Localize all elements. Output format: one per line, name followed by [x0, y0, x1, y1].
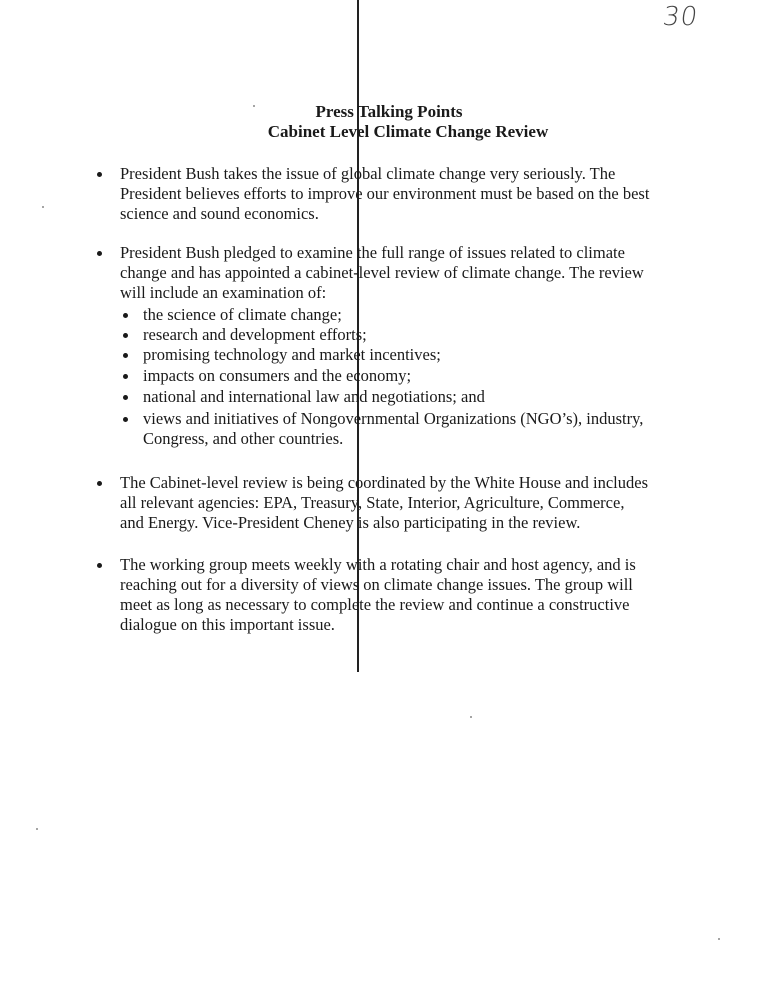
scan-speck: [42, 206, 44, 208]
document-title: Press Talking Points: [315, 102, 463, 121]
bullet-dot: [97, 563, 102, 568]
text-line: the science of climate change;: [143, 305, 342, 324]
scan-speck: [36, 828, 38, 830]
text-line: President believes efforts to improve our environment must be based on the best: [120, 184, 650, 203]
text-line: change and has appointed a cabinet-level review of climate change. The review: [120, 263, 644, 282]
text-line: meet as long as necessary to complete the review and continue a constructive: [120, 595, 630, 614]
bullet-dot: [97, 481, 102, 486]
bullet-text: [120, 473, 710, 533]
text-line: impacts on consumers and the economy;: [143, 366, 412, 385]
sub-bullet-dot: [123, 395, 128, 400]
scan-speck: [253, 105, 255, 107]
handwritten-page-number: 30: [660, 2, 701, 32]
text-line: all relevant agencies: EPA, Treasury, State, Interior, Agriculture, Commerce,: [120, 493, 625, 512]
bullet-dot: [97, 251, 102, 256]
text-line: The Cabinet-level review is being coordinated by the White House and includes: [120, 473, 648, 492]
sub-bullet-dot: [123, 417, 128, 422]
text-line: will include an examination of:: [120, 283, 327, 302]
text-line: and Energy. Vice-President Cheney is also participating in the review.: [120, 513, 581, 532]
bullet-text: [120, 243, 710, 303]
text-line: dialogue on this important issue.: [120, 615, 335, 634]
text-line: national and international law and negotiations; and: [143, 387, 485, 406]
bullet-dot: [97, 172, 102, 177]
text-line: science and sound economics.: [120, 204, 319, 223]
sub-bullet-dot: [123, 333, 128, 338]
text-line: research and development efforts;: [143, 325, 367, 344]
sub-bullet-dot: [123, 313, 128, 318]
bullet-text: [120, 164, 710, 224]
scan-speck: [718, 938, 720, 940]
sub-bullet-dot: [123, 374, 128, 379]
text-line: reaching out for a diversity of views on climate change issues. The group will: [120, 575, 633, 594]
bullet-text: [120, 555, 710, 635]
text-line: Congress, and other countries.: [143, 429, 344, 448]
text-line: President Bush takes the issue of global climate change very seriously. The: [120, 164, 616, 183]
text-line: The working group meets weekly with a rotating chair and host agency, and is: [120, 555, 636, 574]
text-line: President Bush pledged to examine the full range of issues related to climate: [120, 243, 625, 262]
sub-bullet-dot: [123, 353, 128, 358]
scan-speck: [470, 716, 472, 718]
text-line: views and initiatives of Nongovernmental Organizations (NGO’s), industry,: [143, 409, 644, 428]
document-subtitle: Cabinet Level Climate Change Review: [267, 122, 549, 141]
text-line: promising technology and market incentives;: [143, 345, 441, 364]
